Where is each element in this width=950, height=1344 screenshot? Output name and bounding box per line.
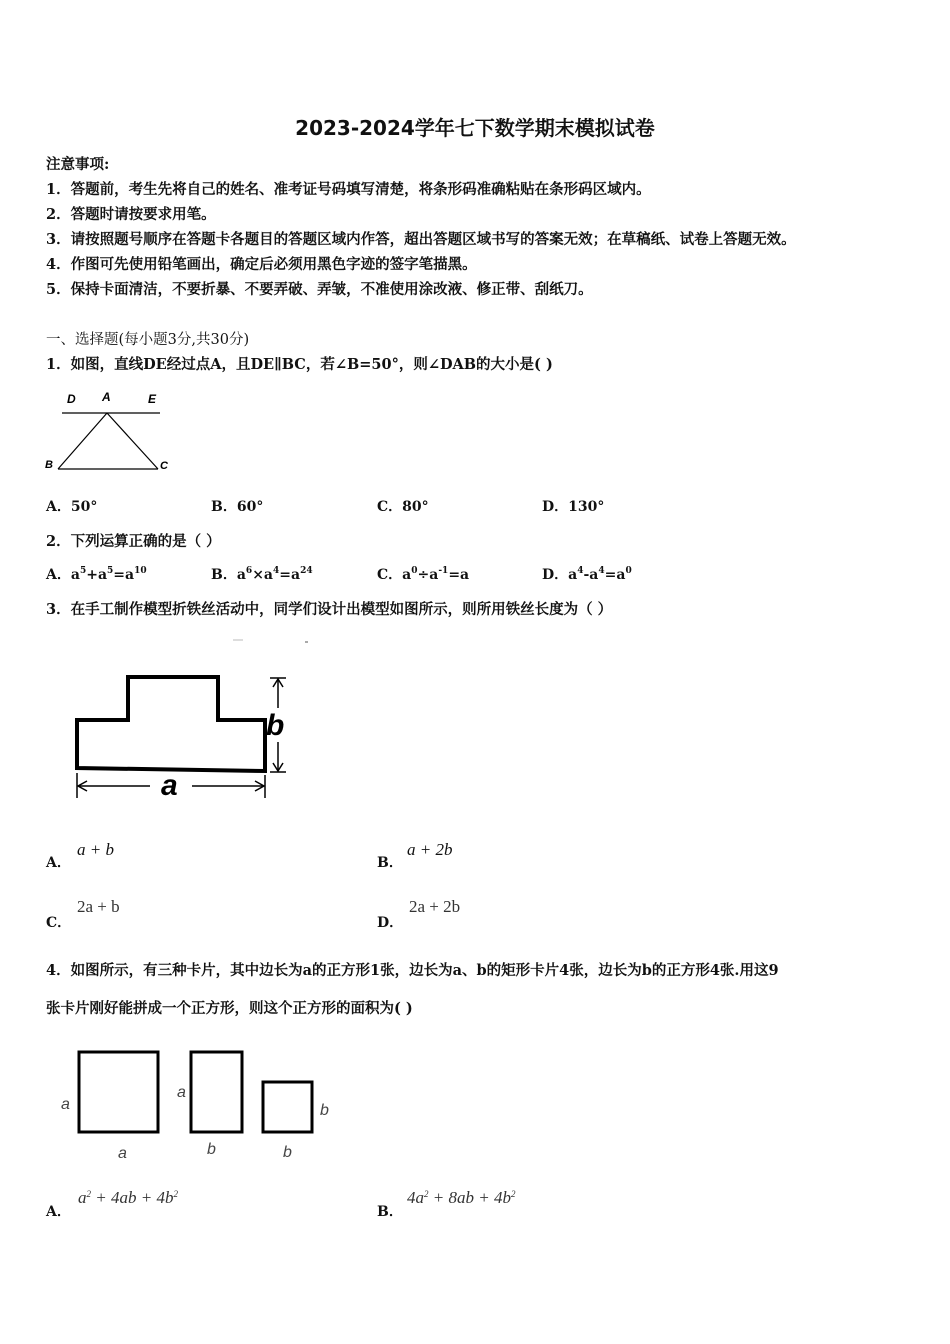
q3-option-c-label[interactable]: C． <box>46 915 72 931</box>
q4-cards-figure <box>55 1045 345 1170</box>
question-4-stem-line2: 张卡片刚好能拼成一个正方形，则这个正方形的面积为( ) <box>46 1000 413 1017</box>
small-square-card <box>263 1082 312 1132</box>
wire-outline <box>77 677 265 771</box>
label-b: B <box>45 459 53 471</box>
q3-wire-figure <box>65 630 325 805</box>
question-3-stem: 3．在手工制作模型折铁丝活动中，同学们设计出模型如图所示，则所用铁丝长度为（ ） <box>46 601 613 618</box>
q4-option-a-expr: $a^2 + 4ab + 4b^2$ <box>78 1188 178 1207</box>
q3-option-d-label[interactable]: D． <box>377 915 404 931</box>
label-c: C <box>160 460 168 472</box>
label-b: b <box>266 709 285 742</box>
large-square-card <box>79 1052 158 1132</box>
svg-text:b: b <box>320 1102 329 1119</box>
svg-text:b: b <box>283 1144 292 1161</box>
question-1-stem: 1．如图，直线DE经过点A，且DE∥BC，若∠B=50°，则∠DAB的大小是( ) <box>46 356 553 373</box>
q1-option-c[interactable]: C．80° <box>377 499 429 515</box>
q2-option-a[interactable]: A．$a^5+a^5=a^{10}$ <box>46 566 147 583</box>
q3-option-a-expr: a + b <box>77 840 114 859</box>
q2-option-c[interactable]: C．$a^0\div a^{-1}=a$ <box>377 566 470 583</box>
notice-item: 5．保持卡面清洁，不要折暴、不要弄破、弄皱，不准使用涂改液、修正带、刮纸刀。 <box>46 281 593 298</box>
segment-ac <box>107 413 158 469</box>
q3-option-b-label[interactable]: B． <box>377 855 403 871</box>
q1-option-b[interactable]: B．60° <box>211 499 264 515</box>
q2-option-d[interactable]: D．$a^4-a^4=a^0$ <box>542 566 632 583</box>
notice-item: 4．作图可先使用铅笔画出，确定后必须用黑色字迹的签字笔描黑。 <box>46 256 477 273</box>
q4-option-a-label[interactable]: A． <box>46 1204 71 1220</box>
section-heading: 一、选择题(每小题3分,共30分) <box>46 332 250 348</box>
q2-option-b[interactable]: B．$a^6\times a^4=a^{24}$ <box>211 566 313 583</box>
q3-option-c-expr: 2a + b <box>77 897 120 916</box>
svg-text:a: a <box>177 1084 186 1101</box>
label-d: D <box>67 392 76 406</box>
question-4-stem-line1: 4．如图所示，有三种卡片，其中边长为a的正方形1张，边长为a、b的矩形卡片4张，边长为b的正方形4张.用这9 <box>46 962 779 979</box>
q4-option-b-expr: $4a^2 + 8ab + 4b^2$ <box>407 1188 516 1207</box>
notice-item: 1．答题前，考生先将自己的姓名、准考证号码填写清楚，将条形码准确粘贴在条形码区域内。 <box>46 181 651 198</box>
label-a: A <box>102 390 111 404</box>
svg-text:a: a <box>61 1096 70 1113</box>
q1-option-a[interactable]: A．50° <box>46 499 98 515</box>
question-2-stem: 2．下列运算正确的是（ ） <box>46 533 221 550</box>
q1-option-d[interactable]: D．130° <box>542 499 605 515</box>
q3-option-d-expr: 2a + 2b <box>409 897 461 916</box>
q4-option-b-label[interactable]: B． <box>377 1204 403 1220</box>
segment-ab <box>58 413 107 469</box>
notice-item: 2．答题时请按要求用笔。 <box>46 206 216 223</box>
q3-option-b-expr: a + 2b <box>407 840 453 859</box>
svg-text:a: a <box>118 1145 127 1162</box>
q3-option-a-label[interactable]: A． <box>46 855 71 871</box>
notice-heading: 注意事项: <box>46 156 110 173</box>
svg-text:b: b <box>207 1141 216 1158</box>
notice-item: 3．请按照题号顺序在答题卡各题目的答题区域内作答，超出答题区域书写的答案无效；在草稿纸、试卷上答题无效。 <box>46 231 796 248</box>
page-title: 2023-2024学年七下数学期末模拟试卷 <box>295 116 655 140</box>
label-a: a <box>161 769 178 802</box>
q1-triangle-figure <box>40 386 180 478</box>
label-e: E <box>148 392 157 406</box>
rectangle-card <box>191 1052 242 1132</box>
